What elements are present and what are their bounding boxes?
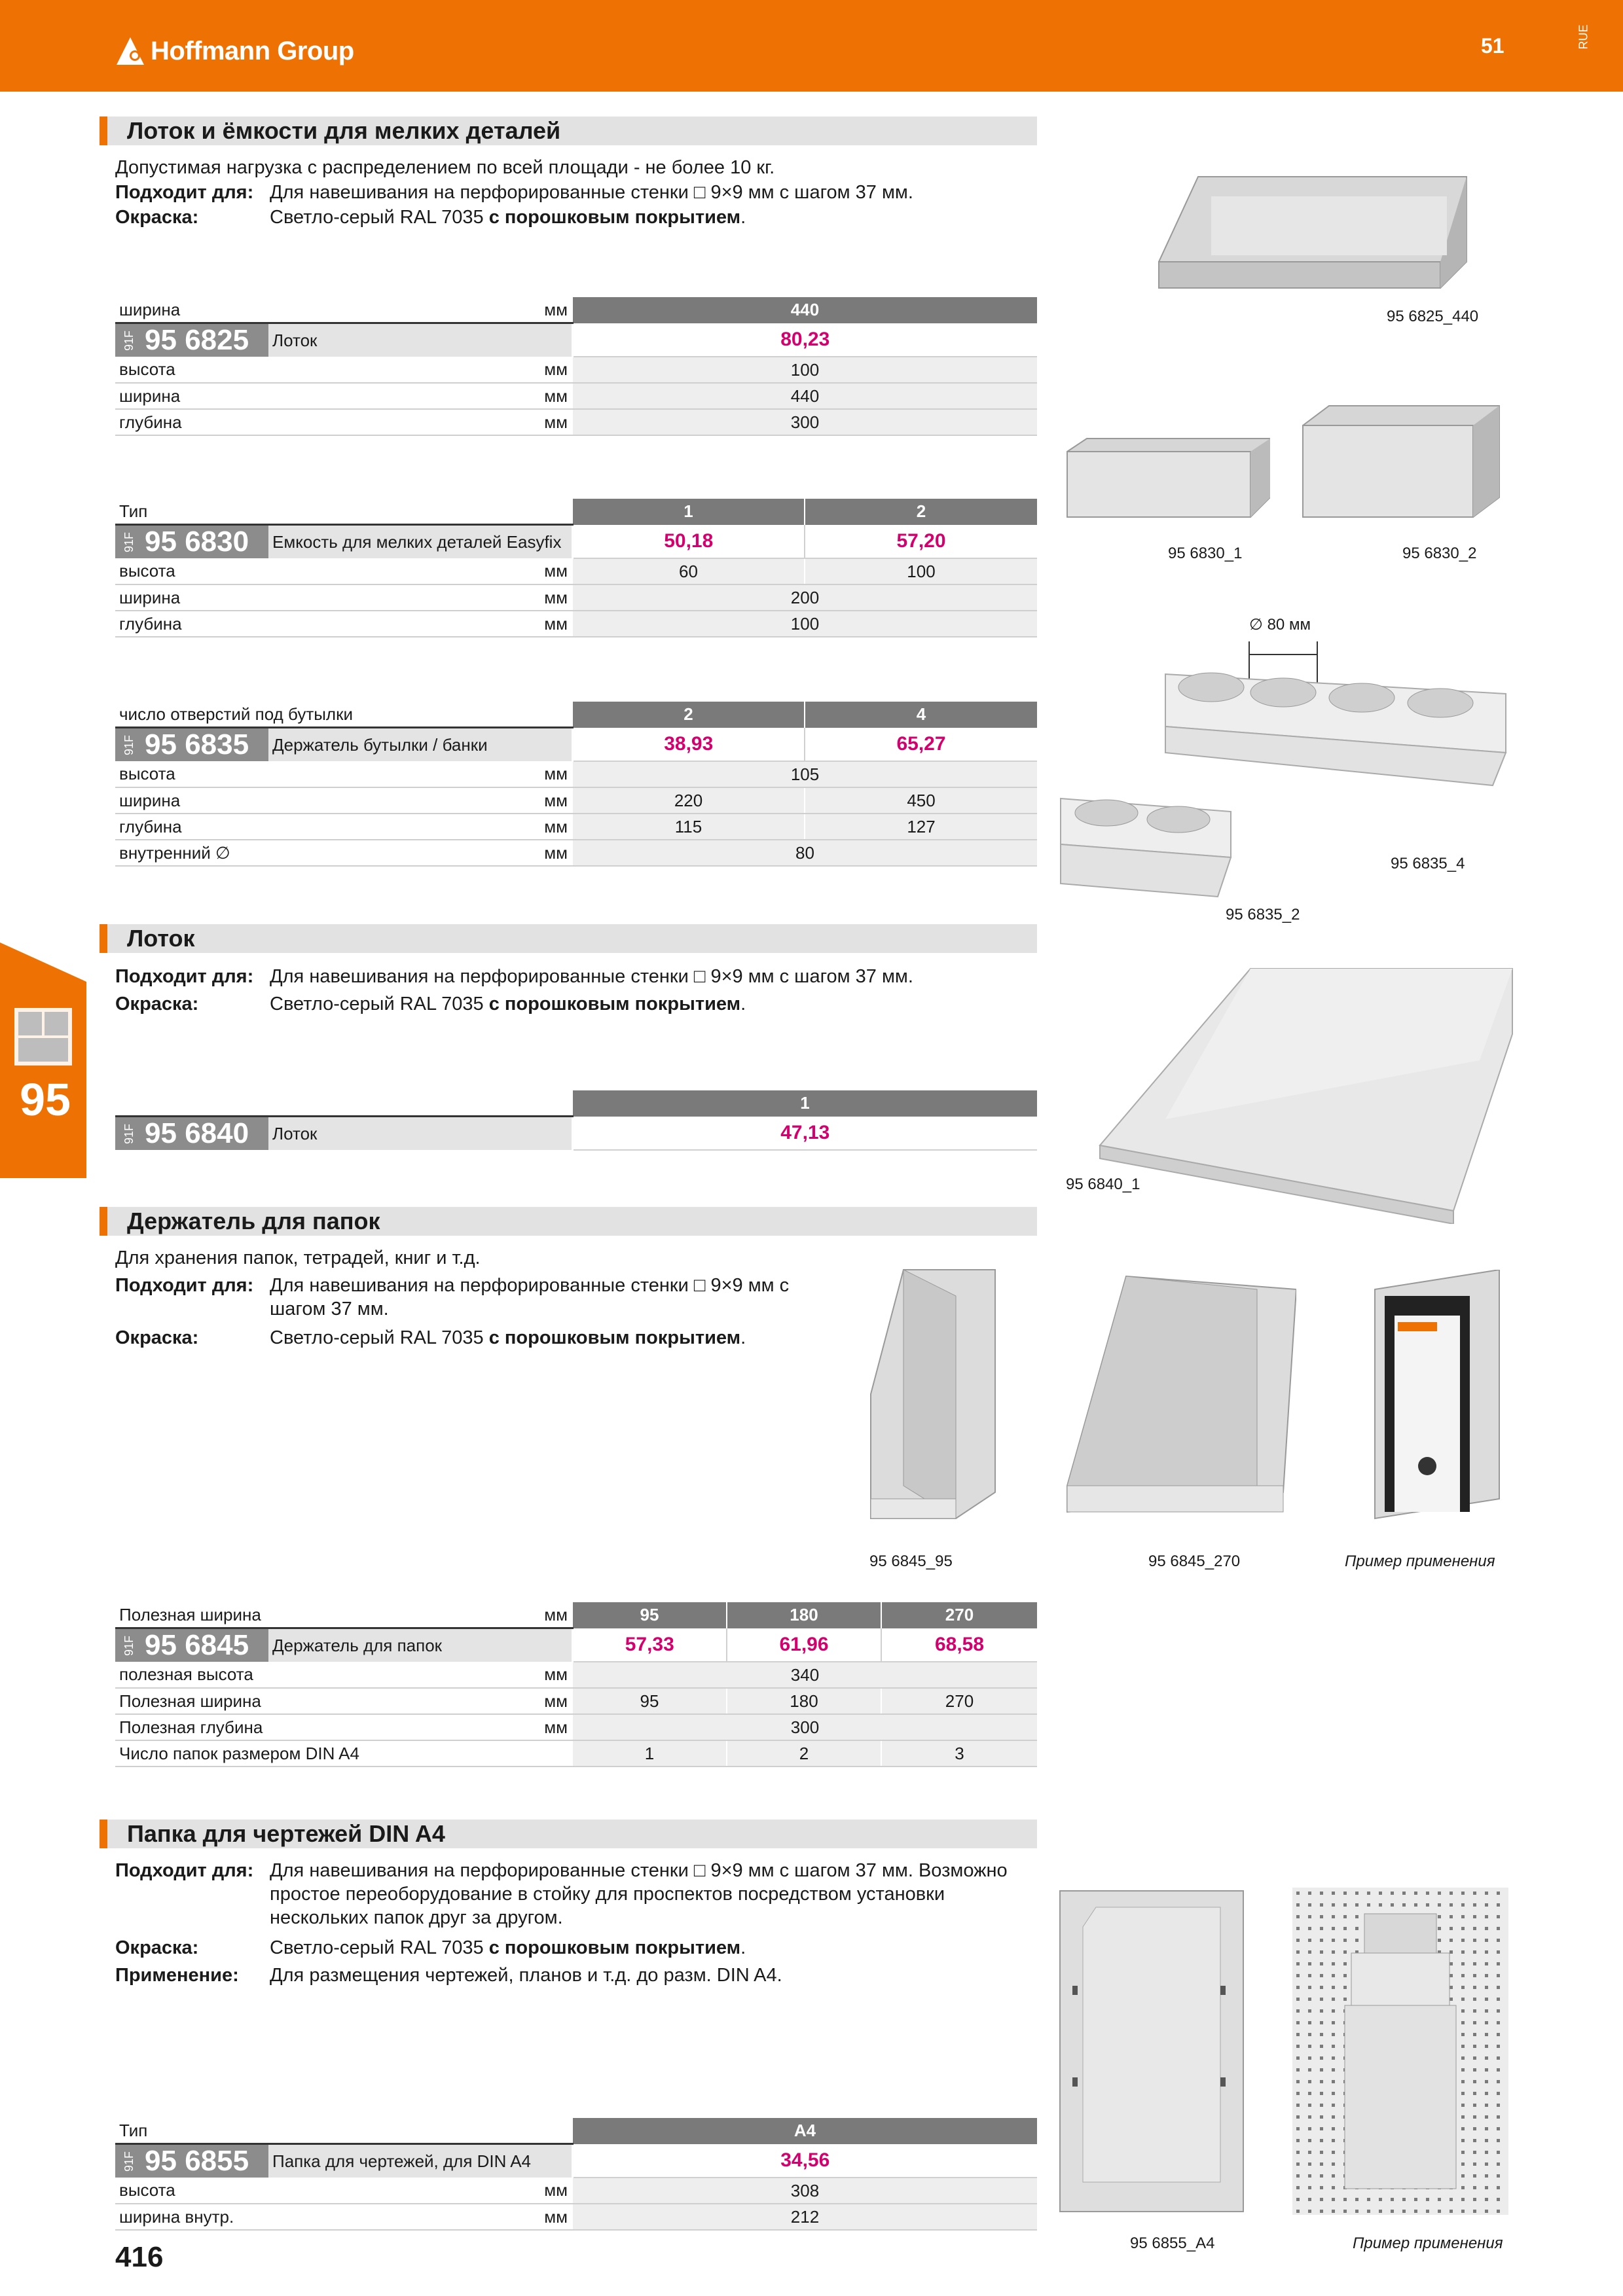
- spec-label: ширина: [115, 787, 268, 814]
- spec-value: 212: [572, 2204, 1037, 2230]
- folder-holder-example-image: [1362, 1270, 1506, 1525]
- spec-value: 300: [572, 409, 1037, 435]
- spec-label: Тип: [115, 2118, 572, 2144]
- spec-value: 200: [572, 584, 1037, 611]
- price[interactable]: 68,58: [881, 1628, 1037, 1662]
- fits-label: Подходит для:: [115, 966, 254, 987]
- spec-value: 115: [572, 814, 805, 840]
- fits-row: [115, 181, 253, 204]
- spec-label: ширина внутр.: [115, 2204, 268, 2230]
- product-table-956830: [115, 499, 1037, 637]
- spec-value: 440: [572, 383, 1037, 409]
- spec-unit: мм: [268, 814, 572, 840]
- fits-value: Для навешивания на перфорированные стенки □ 9×9 мм с шагом 37 мм.: [270, 182, 913, 203]
- spec-value: 180: [727, 1688, 881, 1714]
- spec-value: 300: [572, 1714, 1037, 1740]
- product-table-956855: [115, 2118, 1037, 2231]
- price[interactable]: 57,33: [572, 1628, 727, 1662]
- section-header-drawing-folder: [100, 1820, 1037, 1848]
- section-title: Папка для чертежей DIN A4: [127, 1820, 445, 1847]
- price[interactable]: 80,23: [572, 323, 1037, 357]
- spec-value: 220: [572, 787, 805, 814]
- spec-value: 2: [727, 1740, 881, 1767]
- paint-value: Светло-серый RAL 7035 с порошковым покрытием.: [270, 207, 746, 228]
- section-intro: Для хранения папок, тетрадей, книг и т.д.: [115, 1247, 481, 1268]
- drawing-folder-example-image: [1292, 1888, 1508, 2215]
- brand-logo[interactable]: [115, 33, 354, 69]
- product-table-956845: [115, 1602, 1037, 1767]
- spec-unit: мм: [268, 297, 572, 323]
- spec-value: 60: [572, 558, 805, 584]
- product-description: Емкость для мелких деталей Easyfix: [268, 525, 572, 559]
- paint-value: Светло-серый RAL 7035 с порошковым покрытием.: [270, 1937, 746, 1958]
- image-caption: 95 6830_1: [1168, 545, 1243, 562]
- image-caption: 95 6835_2: [1226, 906, 1300, 924]
- spec-value: 100: [805, 558, 1037, 584]
- section-title: Держатель для папок: [127, 1208, 380, 1234]
- spec-value: 95: [572, 1688, 727, 1714]
- spec-unit: мм: [268, 584, 572, 611]
- article-number[interactable]: 91F 95 6835: [115, 728, 268, 762]
- folder-holder-95-image: [864, 1263, 1008, 1525]
- variant-header: 1: [572, 1090, 1037, 1117]
- variant-header: 2: [805, 499, 1037, 525]
- paint-label: Окраска:: [115, 994, 199, 1014]
- spec-unit: мм: [268, 357, 572, 383]
- spec-unit: мм: [268, 1688, 572, 1714]
- spec-label: ширина: [115, 297, 268, 323]
- page-number: 51: [1481, 34, 1504, 58]
- spec-label: высота: [115, 558, 268, 584]
- spec-value: 80: [572, 840, 1037, 866]
- variant-header: 270: [881, 1602, 1037, 1628]
- image-caption: 95 6835_4: [1391, 855, 1465, 872]
- paint-label: Окраска:: [115, 207, 199, 228]
- spec-label: Полезная глубина: [115, 1714, 268, 1740]
- large-container-image: [1296, 399, 1506, 524]
- spec-unit: мм: [268, 787, 572, 814]
- hoffmann-logo-icon: [115, 36, 145, 66]
- section-header-folder-holder: [100, 1207, 1037, 1236]
- section-header-tray: [100, 924, 1037, 953]
- image-caption: 95 6840_1: [1066, 1175, 1140, 1193]
- spec-label: глубина: [115, 814, 268, 840]
- spec-label: ширина: [115, 383, 268, 409]
- spec-unit: мм: [268, 611, 572, 637]
- product-table-956840: [115, 1090, 1037, 1151]
- spec-label: высота: [115, 2178, 268, 2204]
- variant-header: 2: [572, 702, 805, 728]
- spec-value: 127: [805, 814, 1037, 840]
- bottle-holder-4-image: [1152, 635, 1519, 805]
- image-caption: Пример применения: [1353, 2234, 1503, 2252]
- drawing-folder-image: [1057, 1888, 1247, 2215]
- spec-label: Полезная ширина: [115, 1688, 268, 1714]
- paint-value: Светло-серый RAL 7035 с порошковым покрытием.: [270, 1327, 746, 1348]
- spec-value: 105: [572, 761, 1037, 787]
- small-container-image: [1061, 432, 1270, 524]
- spec-value: 270: [881, 1688, 1037, 1714]
- bottle-holder-2-image: [1054, 785, 1237, 903]
- variant-header: A4: [572, 2118, 1037, 2144]
- spec-label: число отверстий под бутылки: [115, 702, 572, 728]
- folder-holder-270-image: [1061, 1270, 1296, 1518]
- sloped-tray-image: [1087, 962, 1519, 1224]
- spec-value: 450: [805, 787, 1037, 814]
- price[interactable]: 61,96: [727, 1628, 881, 1662]
- variant-header: 440: [572, 297, 1037, 323]
- footer-page-number: 416: [115, 2241, 164, 2273]
- diameter-label: ∅ 80 мм: [1249, 616, 1311, 634]
- fits-value: Для навешивания на перфорированные стенки □ 9×9 мм с шагом 37 мм.: [270, 1275, 790, 1319]
- product-table-956825: [115, 297, 1037, 436]
- price[interactable]: 50,18: [572, 525, 805, 559]
- paint-value: Светло-серый RAL 7035 с порошковым покрытием.: [270, 994, 746, 1014]
- image-caption: Пример применения: [1345, 1552, 1495, 1570]
- spec-label: высота: [115, 761, 268, 787]
- fits-label: Подходит для:: [115, 1860, 254, 1881]
- article-number[interactable]: 91F 95 6845: [115, 1628, 268, 1662]
- spec-label: высота: [115, 357, 268, 383]
- spec-unit: мм: [268, 2178, 572, 2204]
- spec-unit: мм: [268, 1714, 572, 1740]
- spec-label: Число папок размером DIN A4: [115, 1740, 572, 1767]
- use-label: Применение:: [115, 1965, 239, 1986]
- image-caption: 95 6845_95: [869, 1552, 953, 1570]
- spec-value: 100: [572, 611, 1037, 637]
- spec-unit: мм: [268, 840, 572, 866]
- spec-label: глубина: [115, 611, 268, 637]
- price[interactable]: 47,13: [572, 1117, 1037, 1151]
- product-table-956835: [115, 702, 1037, 867]
- fits-value: Для навешивания на перфорированные стенки □ 9×9 мм с шагом 37 мм. Возможно простое переоборудование в стойку для проспектов посредством установки нескольких папок друг за другом.: [270, 1860, 1008, 1928]
- spec-value: 100: [572, 357, 1037, 383]
- image-caption: 95 6825_440: [1387, 308, 1479, 325]
- product-description: Держатель бутылки / банки: [268, 728, 572, 762]
- spec-unit: мм: [268, 1602, 572, 1628]
- variant-header: 1: [572, 499, 805, 525]
- spec-unit: мм: [268, 1662, 572, 1688]
- spec-value: 3: [881, 1740, 1037, 1767]
- spec-value: 1: [572, 1740, 727, 1767]
- spec-unit: мм: [268, 761, 572, 787]
- section-title: Лоток: [127, 925, 195, 952]
- chapter-side-tab: [0, 942, 86, 1178]
- spec-value: 340: [572, 1662, 1037, 1688]
- language-code: RUE: [1577, 24, 1590, 50]
- product-description: Папка для чертежей, для DIN A4: [268, 2144, 572, 2178]
- product-description: Лоток: [268, 1117, 572, 1151]
- price[interactable]: 38,93: [572, 728, 805, 762]
- spec-label: Тип: [115, 499, 572, 525]
- product-description: Держатель для папок: [268, 1628, 572, 1662]
- paint-label: Окраска:: [115, 1937, 199, 1958]
- brand-name: Hoffmann Group: [151, 36, 354, 65]
- variant-header: 95: [572, 1602, 727, 1628]
- spec-value: 308: [572, 2178, 1037, 2204]
- fits-label: Подходит для:: [115, 1275, 254, 1296]
- fits-label: Подходит для:: [115, 182, 254, 203]
- spec-label: Полезная ширина: [115, 1602, 268, 1628]
- price[interactable]: 34,56: [572, 2144, 1037, 2178]
- price[interactable]: 57,20: [805, 525, 1037, 559]
- image-caption: 95 6830_2: [1402, 545, 1477, 562]
- chapter-number: 95: [20, 1074, 71, 1125]
- fits-value: Для навешивания на перфорированные стенки □ 9×9 мм с шагом 37 мм.: [270, 966, 913, 987]
- spec-unit: мм: [268, 558, 572, 584]
- article-number[interactable]: 91F 95 6830: [115, 525, 268, 559]
- spec-label: глубина: [115, 409, 268, 435]
- spec-label: полезная высота: [115, 1662, 268, 1688]
- section-title: Лоток и ёмкости для мелких деталей: [127, 117, 561, 144]
- spec-unit: мм: [268, 383, 572, 409]
- product-description: Лоток: [268, 323, 572, 357]
- variant-header: 4: [805, 702, 1037, 728]
- spec-unit: мм: [268, 2204, 572, 2230]
- article-number[interactable]: 91F 95 6840: [115, 1117, 268, 1151]
- paint-label: Окраска:: [115, 1327, 199, 1348]
- article-number[interactable]: 91F 95 6855: [115, 2144, 268, 2178]
- section-header-trays-containers: [100, 117, 1037, 145]
- image-caption: 95 6845_270: [1148, 1552, 1241, 1570]
- article-number[interactable]: 91F 95 6825: [115, 323, 268, 357]
- tray-image: [1152, 170, 1480, 295]
- use-value: Для размещения чертежей, планов и т.д. до разм. DIN A4.: [270, 1965, 782, 1986]
- spec-label: внутренний ∅: [115, 840, 268, 866]
- section-intro: Допустимая нагрузка с распределением по всей площади - не более 10 кг.: [115, 157, 775, 178]
- spec-label: ширина: [115, 584, 268, 611]
- price[interactable]: 65,27: [805, 728, 1037, 762]
- variant-header: 180: [727, 1602, 881, 1628]
- spec-unit: мм: [268, 409, 572, 435]
- image-caption: 95 6855_A4: [1130, 2234, 1215, 2252]
